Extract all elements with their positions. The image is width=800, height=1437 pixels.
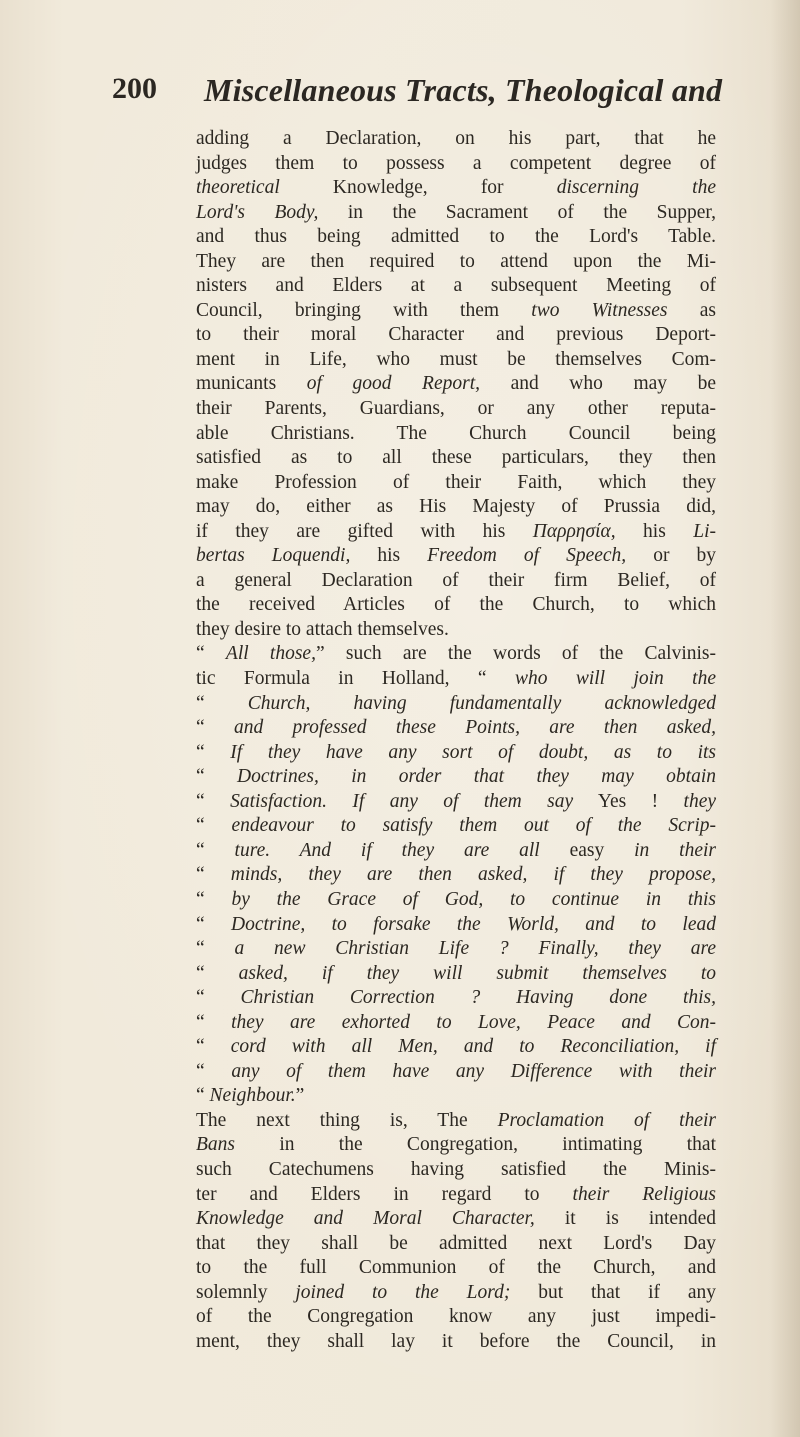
text-run: “ [196, 864, 231, 886]
running-head: Miscellaneous Tracts, Theological and [204, 72, 723, 108]
text-line [196, 1232, 716, 1257]
text-run: a general Declaration of their firm Belief, of [196, 569, 716, 591]
text-line [196, 1084, 716, 1109]
text-line [196, 863, 716, 888]
text-line [196, 888, 716, 913]
text-run: his [615, 520, 694, 542]
text-line [196, 1305, 716, 1330]
text-run: “ [196, 1011, 232, 1033]
page-edge-shadow [770, 0, 800, 1437]
text-run: to their moral Character and previous Deport- [196, 324, 716, 346]
italic-run: of good Report, [306, 373, 480, 395]
text-line [196, 986, 716, 1011]
text-run: “ [196, 839, 235, 861]
italic-run: endeavour to satisfy them out of the Scrip- [231, 815, 717, 837]
text-run: easy [539, 839, 635, 861]
text-run: “ [196, 1036, 231, 1058]
text-run: their Parents, Guardians, or any other reputa- [196, 398, 716, 420]
text-run: and thus being admitted to the Lord's Table. [196, 226, 716, 248]
text-line [196, 765, 716, 790]
text-run: as [667, 299, 716, 321]
italic-run: asked, if they will submit themselves to [238, 962, 716, 984]
text-line [196, 1060, 716, 1085]
italic-run: ture. And if they are all [234, 839, 540, 861]
italic-run: Lord's Body, [196, 201, 319, 223]
text-run: They are then required to attend upon the Mi- [196, 250, 716, 272]
text-run: ter and Elders in regard to [196, 1183, 573, 1205]
italic-run: minds, they are then asked, if they propose, [230, 864, 716, 886]
text-run: may do, either as His Majesty of Prussia did, [196, 496, 716, 518]
italic-run: two Witnesses [531, 299, 668, 321]
italic-run: Knowledge and Moral Character, [196, 1208, 535, 1230]
text-run: “ [196, 962, 239, 984]
page-number: 200 [112, 72, 157, 105]
text-line [196, 152, 716, 177]
text-run: and who may be [480, 373, 717, 395]
italic-run: Christian Correction ? Having done this, [240, 987, 716, 1009]
text-line [196, 913, 716, 938]
text-run: it is intended [534, 1208, 716, 1230]
italic-run: their Religious [572, 1183, 716, 1205]
text-run: “ [196, 987, 241, 1009]
text-run: Council, bringing with them [196, 299, 532, 321]
text-run: able Christians. The Church Council being [196, 422, 716, 444]
italic-run: Bans [196, 1134, 235, 1156]
italic-run: in their [634, 839, 717, 861]
text-line [196, 1256, 716, 1281]
text-run: “ [196, 790, 231, 812]
text-line [196, 323, 716, 348]
text-run: The next thing is, The [196, 1109, 498, 1131]
text-line [196, 201, 716, 226]
text-run: ment, they shall lay it before the Council, in [196, 1330, 716, 1352]
text-line [196, 593, 716, 618]
text-line [196, 1281, 716, 1306]
text-run: ment in Life, who must be themselves Com- [196, 348, 716, 370]
text-run: his [350, 545, 428, 567]
text-run: make Profession of their Faith, which they [196, 471, 716, 493]
text-line [196, 839, 716, 864]
text-run: such Catechumens having satisfied the Minis- [196, 1158, 716, 1180]
text-run: satisfied as to all these particulars, they then [196, 447, 716, 469]
text-line [196, 1109, 716, 1134]
text-line [196, 1207, 716, 1232]
text-line [196, 127, 716, 152]
text-run: in the Congregation, intimating that [235, 1134, 716, 1156]
italic-run: If they have any sort of doubt, as to its [230, 741, 716, 763]
italic-run: Doctrines, in order that they may obtain [237, 766, 717, 788]
text-line [196, 1183, 716, 1208]
italic-run: by the Grace of God, to continue in this [231, 888, 716, 910]
italic-run: Freedom of Speech, [427, 545, 627, 567]
text-run: to the full Communion of the Church, and [196, 1257, 716, 1279]
text-run: “ [196, 913, 232, 935]
text-line [196, 520, 716, 545]
text-line [196, 667, 716, 692]
italic-run: Παρρησία, [532, 520, 616, 542]
text-line [196, 716, 716, 741]
text-line [196, 225, 716, 250]
text-line [196, 422, 716, 447]
text-line [196, 544, 716, 569]
text-line [196, 1011, 716, 1036]
italic-run: they [683, 790, 717, 812]
text-run: judges them to possess a competent degree of [196, 152, 716, 174]
text-run: “ [196, 938, 235, 960]
italic-run: joined to the Lord; [295, 1281, 511, 1303]
text-run: or by [626, 545, 716, 567]
italic-run: discerning the [556, 177, 716, 199]
text-line [196, 1330, 716, 1355]
page-header [112, 72, 752, 122]
text-run: adding a Declaration, on his part, that he [196, 128, 716, 149]
text-run: if they are gifted with his [196, 520, 533, 542]
text-run: Yes ! [573, 790, 684, 812]
italic-run: a new Christian Life ? Finally, they are [234, 938, 716, 960]
italic-run: bertas Loquendi, [196, 545, 351, 567]
text-line [196, 299, 716, 324]
text-run: in the Sacrament of the Supper, [318, 201, 716, 223]
text-line [196, 274, 716, 299]
text-line [196, 692, 716, 717]
italic-run: Church, having fundamentally acknowledged [247, 692, 716, 714]
text-line [196, 937, 716, 962]
italic-run: cord with all Men, and to Reconciliation, if [230, 1036, 716, 1058]
text-line [196, 372, 716, 397]
text-line [196, 790, 716, 815]
text-line [196, 495, 716, 520]
italic-run: Doctrine, to forsake the World, and to lead [231, 913, 717, 935]
text-run: “ [196, 741, 231, 763]
text-line [196, 348, 716, 373]
text-line [196, 618, 716, 643]
italic-run: theoretical [196, 177, 280, 199]
text-run: the received Articles of the Church, to which [196, 594, 716, 616]
text-line [196, 446, 716, 471]
text-run: “ [196, 717, 234, 739]
text-run: ” such are the words of the Calvinis- [315, 643, 716, 665]
text-run: tic Formula in Holland, “ [196, 668, 515, 690]
italic-run: Satisfaction. If any of them say [230, 790, 574, 812]
italic-run: who will join the [514, 668, 716, 690]
text-line [196, 176, 716, 201]
italic-run: and professed these Points, are then asked, [233, 717, 716, 739]
text-line [196, 1035, 716, 1060]
italic-run: Proclamation of their [497, 1109, 716, 1131]
text-run: that they shall be admitted next Lord's Day [196, 1232, 716, 1254]
text-line [196, 962, 716, 987]
italic-run: All those, [225, 643, 316, 665]
text-run: “ [196, 815, 232, 837]
text-run: ” [295, 1085, 305, 1107]
italic-run: any of them have any Difference with their [231, 1060, 717, 1082]
text-run: “ [196, 692, 248, 714]
text-run: “ [196, 888, 232, 910]
text-line [196, 642, 716, 667]
text-run: “ [196, 1085, 210, 1107]
text-run: of the Congregation know any just impedi- [196, 1306, 716, 1328]
text-run: “ [196, 1060, 232, 1082]
text-run: solemnly [196, 1281, 296, 1303]
italic-run: Neighbour. [209, 1085, 296, 1107]
text-line [196, 1158, 716, 1183]
text-line [196, 471, 716, 496]
text-line [196, 741, 716, 766]
body-text [196, 127, 716, 1354]
text-run: “ [196, 766, 238, 788]
text-run: nisters and Elders at a subsequent Meeting of [196, 275, 716, 297]
italic-run: they are exhorted to Love, Peace and Con- [231, 1011, 717, 1033]
text-line [196, 250, 716, 275]
text-line [196, 814, 716, 839]
text-run: “ [196, 643, 226, 665]
text-line [196, 569, 716, 594]
text-line [196, 1133, 716, 1158]
text-run: but that if any [510, 1281, 716, 1303]
text-run: they desire to attach themselves. [196, 618, 449, 640]
italic-run: Li- [693, 520, 716, 542]
text-run: Knowledge, for [279, 177, 557, 199]
text-run: municants [196, 373, 307, 395]
text-line [196, 397, 716, 422]
